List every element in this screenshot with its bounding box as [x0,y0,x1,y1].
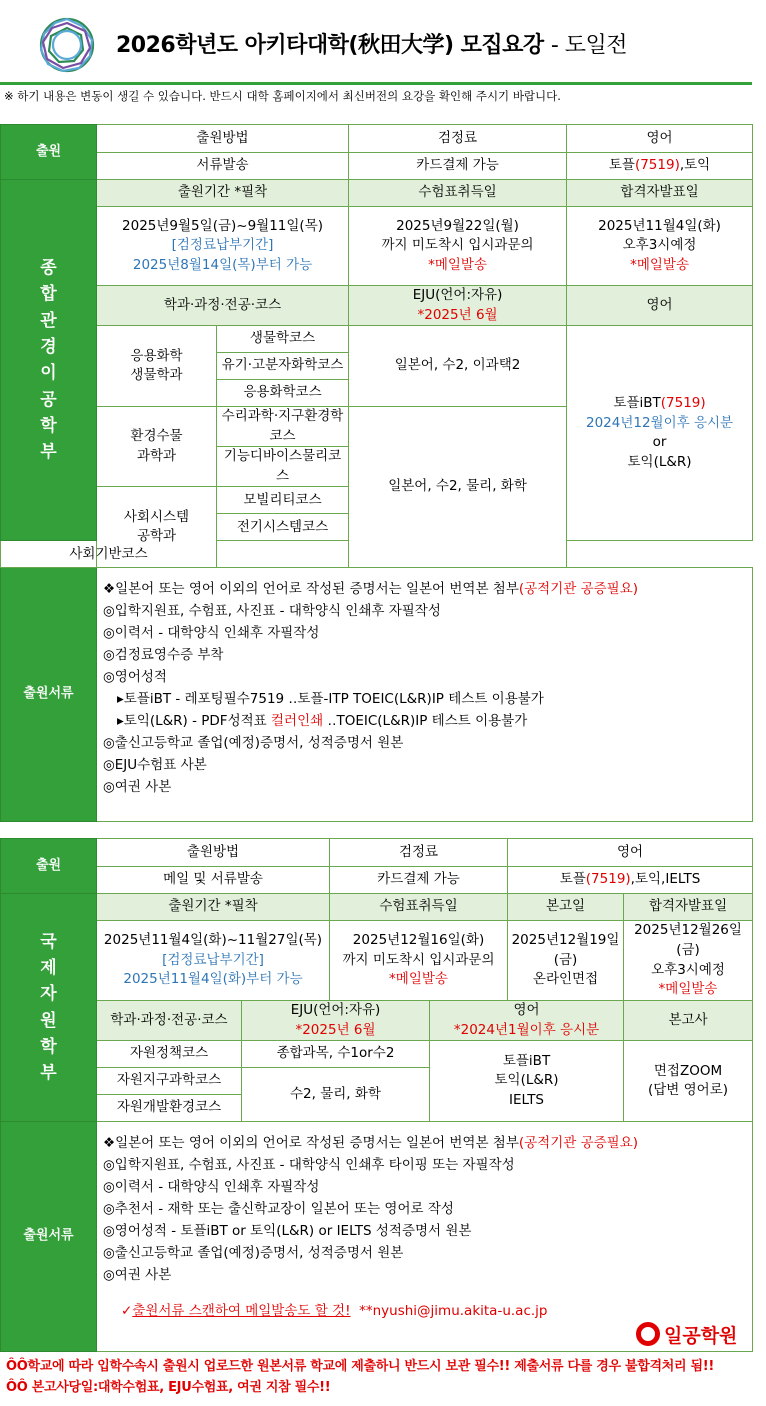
fee-header: 검정료 [330,839,508,867]
exam-req-header: 본고사 [624,1001,753,1041]
course-cell: 자원개발환경코스 [97,1095,242,1122]
english-requirement: 토플iBT 토익(L&R) IELTS [430,1041,624,1122]
eju-subjects: 종합과목, 수1or수2 [242,1041,430,1068]
apply-method: 서류발송 [97,153,349,180]
ticket-header: 수험표취득일 [330,894,508,921]
eju-subjects: 일본어, 수2, 이과택2 [349,326,567,407]
exam-date: 2025년12월19일 (금) 온라인면접 [508,921,624,1001]
eju-header: EJU(언어:자유) *2025년 6월 [349,286,567,326]
faculty1-table [0,124,753,822]
dept-name: 환경수물 과학과 [97,407,217,487]
english-header: 영어 [567,125,753,153]
result-header: 합격자발표일 [567,180,753,207]
course-cell: 기능디바이스물리코스 [217,447,349,487]
eju-subjects: 수2, 물리, 화학 [242,1068,430,1122]
period-header: 출원기간 *필착 [97,894,330,921]
course-cell: 유기·고분자화학코스 [217,353,349,380]
method-header: 출원방법 [97,839,330,867]
apply-english: 토플(7519),토익 [567,153,753,180]
english-req-header: 영어 [567,286,753,326]
english-header: 영어 [508,839,753,867]
course-cell: 사회기반코스 [1,541,217,568]
result-date: 2025년11월4일(화) 오후3시예정 *메일발송 [567,207,753,286]
academy-seal: 일공학원 [636,1320,737,1348]
faculty2-table [0,838,753,1352]
docs-list: ❖일본어 또는 영어 이외의 언어로 작성된 증명서는 일본어 번역본 첨부(공적기관 공증필요) ◎입학지원표, 수험표, 사진표 - 대학양식 인쇄후 타이핑 또는 자필작성 ◎이력서 - 대학양식 인쇄후 자필작성 ◎추천서 - 재학 또는 출신학교장이 일본어 또는 영어로 작성 ◎영어성적 - 토플iBT or 토익(L&R) or IELTS 성적증명서 원본 ◎출신고등학교 졸업(예정)증명서, 성적증명서 원본 ◎여권 사본 ✓출원서류 스캔하여 메일발송도 할 것! **nyushi@jimu.akita-u.ac.jp [97,1122,753,1352]
apply-fee: 카드결제 가능 [349,153,567,180]
university-logo [30,12,104,78]
course-cell: 모빌리티코스 [217,487,349,514]
course-cell: 자원지구과학코스 [97,1068,242,1095]
course-cell: 전기시스템코스 [217,514,349,541]
ticket-date: 2025년12월16일(화) 까지 미도착시 입시과문의 *메일발송 [330,921,508,1001]
course-cell: 수리과학·지구환경학코스 [217,407,349,447]
footer-note-2: ÔÔ 본고사당일:대학수험표, EJU수험표, 여권 지참 필수!! [6,1380,331,1395]
footer-note-1: ÔÔ학교에 따라 입학수속시 출원시 업로드한 원본서류 학교에 제출하니 반드시 보관 필수!! 제출서류 다를 경우 불합격처리 됨!! [6,1359,715,1374]
docs-list: ❖일본어 또는 영어 이외의 언어로 작성된 증명서는 일본어 번역본 첨부(공적기관 공증필요) ◎입학지원표, 수험표, 사진표 - 대학양식 인쇄후 자필작성 ◎이력서 - 대학양식 인쇄후 자필작성 ◎검정료영수증 부착 ◎영어성적 ▸토플iBT - 레포팅필수7519 ‥토플-ITP TOEIC(L&R)IP 테스트 이용불가 ▸토익(L&R) - PDF성적표 컬러인쇄 ‥TOEIC(L&R)IP 테스트 이용불가 ◎출신고등학교 졸업(예정)증명서, 성적증명서 원본 ◎EJU수험표 사본 ◎여권 사본 [97,568,753,822]
course-cell: 생물학코스 [217,326,349,353]
result-date: 2025년12월26일 (금) 오후3시예정 *메일발송 [624,921,753,1001]
mail-note: ✓출원서류 스캔하여 메일발송도 할 것! **nyushi@jimu.akita-u.ac.jp [121,1303,548,1320]
dept-header: 학과·과정·전공·코스 [97,286,349,326]
dept-name: 사회시스템 공학과 [97,487,217,568]
page-title: 2026학년도 아키타대학(秋田大学) 모집요강 - 도일전 [116,33,628,58]
page-header [0,0,766,103]
apply-fee: 카드결제 가능 [330,867,508,894]
check-icon: ✓ [121,1303,133,1320]
exam-requirement: 면접ZOOM (답변 영어로) [624,1041,753,1122]
docs-label: 출원서류 [1,1122,97,1352]
ticket-date: 2025년9월22일(월) 까지 미도착시 입시과문의 *메일발송 [349,207,567,286]
faculty-name: 국 제 자 원 학 부 [1,894,97,1122]
faculty-name: 종 합 관 경 이 공 학 부 [1,180,97,541]
apply-period: 2025년9월5일(금)~9월11일(목) [검정료납부기간] 2025년8월14일(목)부터 가능 [97,207,349,286]
ticket-header: 수험표취득일 [349,180,567,207]
english-req-header: 영어 *2024년1월이후 응시분 [430,1001,624,1041]
dept-name: 응용화학 생물학과 [97,326,217,407]
course-cell: 응용화학코스 [217,380,349,407]
mail-address[interactable]: **nyushi@jimu.akita-u.ac.jp [359,1303,548,1320]
dept-header: 학과·과정·전공·코스 [97,1001,242,1041]
seal-ring-icon [636,1322,660,1346]
apply-label: 출원 [1,839,97,894]
method-header: 출원방법 [97,125,349,153]
period-header: 출원기간 *필착 [97,180,349,207]
result-header: 합격자발표일 [624,894,753,921]
title-rule [0,82,752,85]
apply-period: 2025년11월4일(화)~11월27일(목) [검정료납부기간] 2025년11월4일(화)부터 가능 [97,921,330,1001]
apply-method: 메일 및 서류발송 [97,867,330,894]
docs-label: 출원서류 [1,568,97,822]
apply-english: 토플(7519),토익,IELTS [508,867,753,894]
eju-header: EJU(언어:자유) *2025년 6월 [242,1001,430,1041]
disclaimer-note: ※ 하기 내용은 변동이 생길 수 있습니다. 반드시 대학 홈페이지에서 최신버전의 요강을 확인해 주시기 바랍니다. [4,89,561,103]
course-cell: 자원정책코스 [97,1041,242,1068]
eju-subjects: 일본어, 수2, 물리, 화학 [349,407,567,568]
exam-header: 본고일 [508,894,624,921]
english-requirement: 토플iBT(7519) 2024년12월이후 응시분 or 토익(L&R) [567,326,753,541]
apply-label: 출원 [1,125,97,180]
fee-header: 검정료 [349,125,567,153]
